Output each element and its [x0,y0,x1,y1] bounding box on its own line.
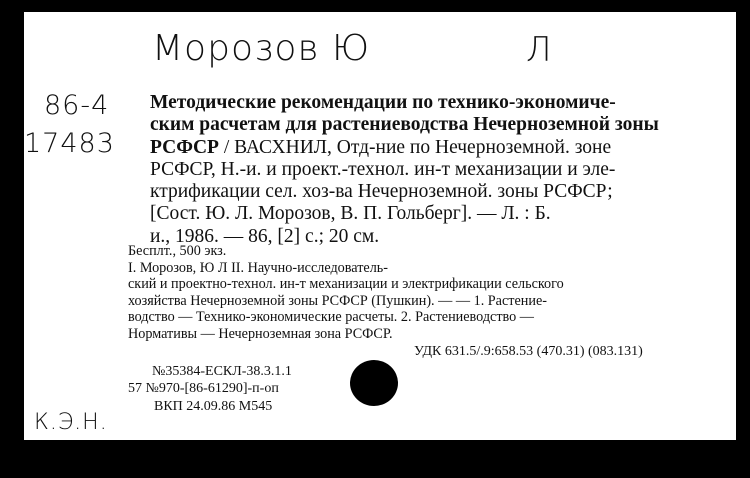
details-block [128,243,694,343]
title-line-1: Методические рекомендации по технико-экономиче- [150,92,616,113]
handwritten-number-top: 86-4 [44,90,110,121]
title-line-3 [150,137,690,159]
handwritten-bottom-note: К.Э.Н. [34,410,108,435]
title-line-3-rest: / ВАСХНИЛ, Отд-ние по Нечерноземной. зоне [218,136,612,158]
handwritten-author-note: Морозов Ю [152,28,371,69]
title-line-3-bold: РСФСР [150,136,219,158]
handwritten-letter-note: Л [526,30,553,70]
udk-code: УДК 631.5/.9:658.53 (470.31) (083.131) [414,344,643,359]
details-line-5: водство — Технико-экономические расчеты. 2. Растениеводство — [128,309,534,326]
main-bibliographic-entry [150,92,690,248]
title-line-2: ским расчетам для растениеводства Нечерноземной зоны [150,114,659,136]
punch-hole [350,360,398,406]
details-line-6: Нормативы — Нечерноземная зона РСФСР. [128,325,393,342]
handwritten-number-bottom: 17483 [24,128,115,159]
catalog-card [24,12,736,440]
details-line-3: ский и проектно-технол. ин-т механизации и электрификации сельского [128,276,564,293]
entry-line-6: [Сост. Ю. Л. Морозов, В. П. Гольберг]. — Л. : Б. [150,203,551,225]
entry-line-4: РСФСР, Н.-и. и проект.-технол. ин-т механизации и эле- [150,158,616,180]
entry-line-7: и., 1986. — 86, [2] с.; 20 см. [150,225,380,247]
catalog-line-2: 57 №970-[86-61290]-п-оп [128,381,279,396]
catalog-line-3: ВКП 24.09.86 M545 [154,399,273,414]
entry-line-5: ктрификации сел. хоз-ва Нечерноземной. зоны РСФСР; [150,181,613,203]
details-line-2: I. Морозов, Ю Л II. Научно-исследователь- [128,259,388,276]
catalog-line-1: №35384-ЕСКЛ-38.3.1.1 [152,364,292,379]
details-line-1: Бесплт., 500 экз. [128,243,227,259]
details-line-4: хозяйства Нечерноземной зоны РСФСР (Пушкин). — — 1. Растение- [128,292,547,309]
